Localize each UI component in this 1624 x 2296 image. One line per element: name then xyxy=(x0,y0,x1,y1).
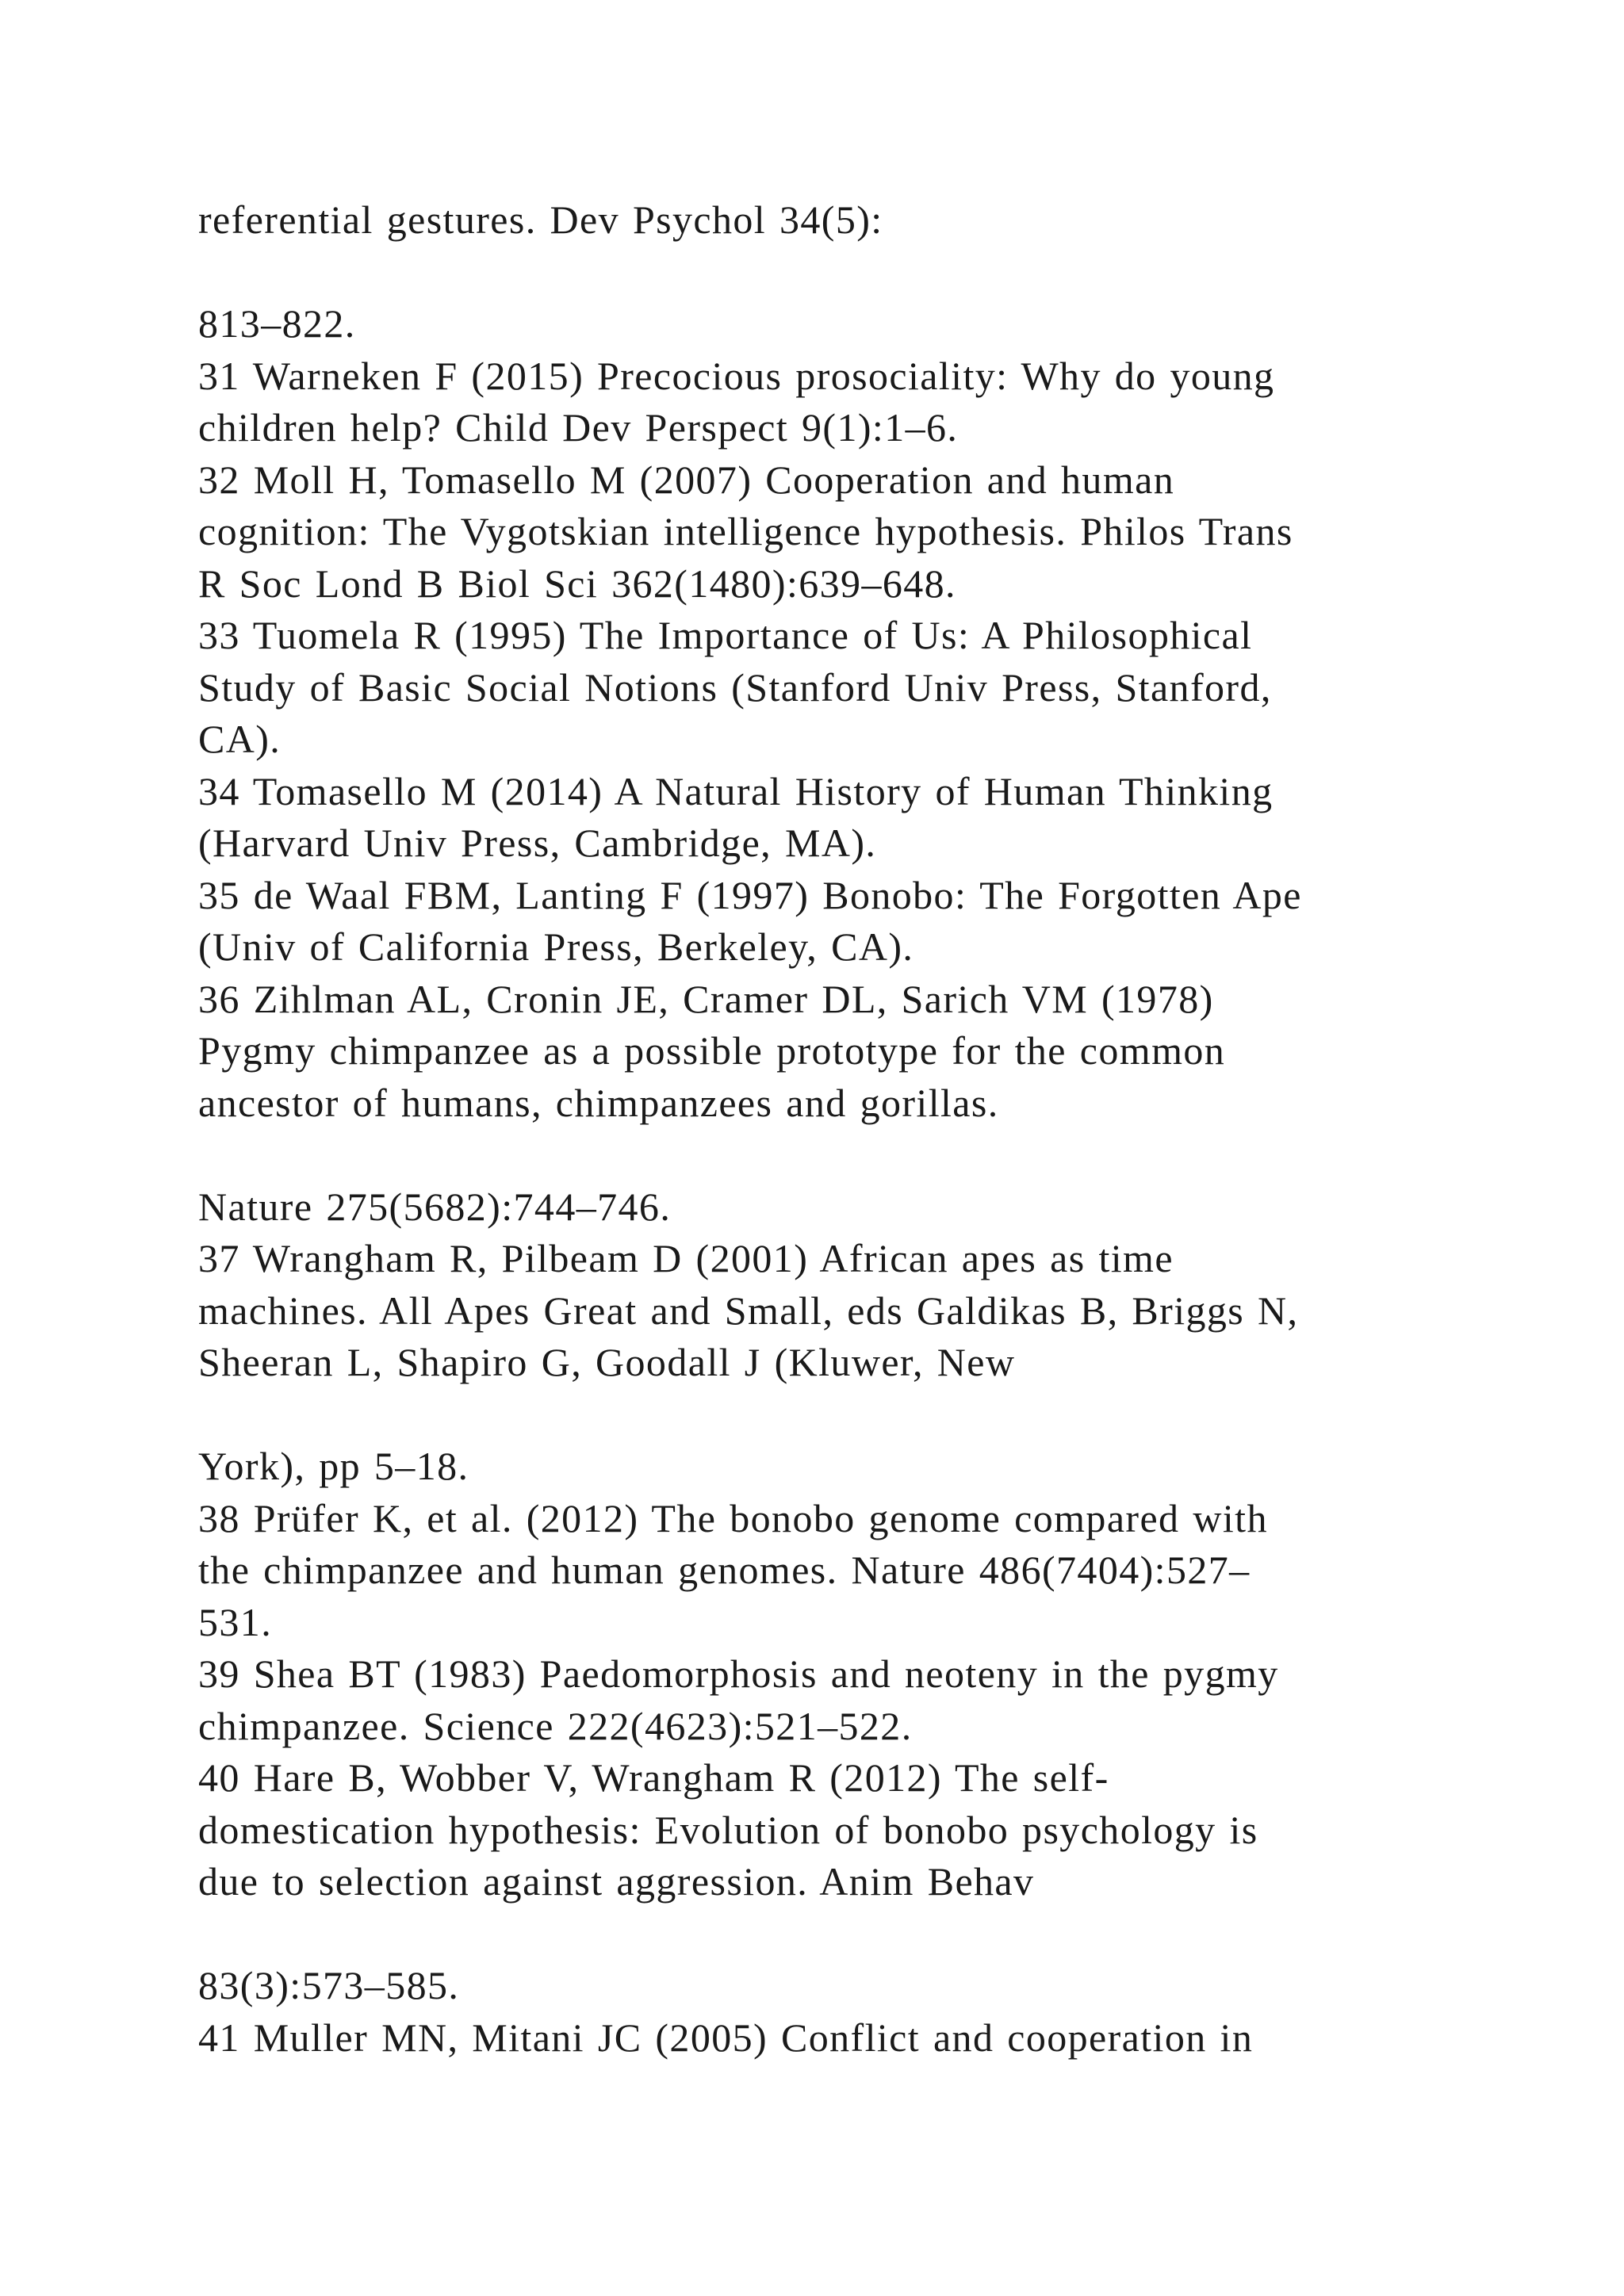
text-line: 813–822. xyxy=(198,301,356,346)
text-line: referential gestures. Dev Psychol 34(5): xyxy=(198,197,883,242)
text-line: Sheeran L, Shapiro G, Goodall J (Kluwer, New xyxy=(198,1340,1016,1384)
reference-36-line: 36 Zihlman AL, Cronin JE, Cramer DL, Sarich VM (1978) xyxy=(198,976,1214,1021)
text-line: Nature 275(5682):744–746. xyxy=(198,1184,672,1229)
reference-31-line: 31 Warneken F (2015) Precocious prosociality: Why do young xyxy=(198,353,1275,398)
text-line: children help? Child Dev Perspect 9(1):1–6. xyxy=(198,405,959,450)
reference-33-line: 33 Tuomela R (1995) The Importance of Us: A Philosophical xyxy=(198,613,1253,657)
reference-32-line: 32 Moll H, Tomasello M (2007) Cooperation and human xyxy=(198,457,1175,502)
reference-37-line: 37 Wrangham R, Pilbeam D (2001) African apes as time xyxy=(198,1236,1174,1280)
reference-40-line: 40 Hare B, Wobber V, Wrangham R (2012) The self- xyxy=(198,1755,1109,1800)
text-line: the chimpanzee and human genomes. Nature 486(7404):527– xyxy=(198,1548,1251,1592)
text-line: York), pp 5–18. xyxy=(198,1444,469,1488)
text-line: R Soc Lond B Biol Sci 362(1480):639–648. xyxy=(198,561,956,606)
blank-line xyxy=(198,1389,1562,1441)
text-line: due to selection against aggression. Anim Behav xyxy=(198,1859,1035,1904)
text-line: 83(3):573–585. xyxy=(198,1963,460,2007)
text-line: Pygmy chimpanzee as a possible prototype for the common xyxy=(198,1028,1226,1073)
blank-line xyxy=(198,1908,1562,1961)
blank-line xyxy=(198,247,1562,299)
text-line: CA). xyxy=(198,717,282,761)
text-line: cognition: The Vygotskian intelligence hypothesis. Philos Trans xyxy=(198,509,1293,553)
text-line: 531. xyxy=(198,1599,273,1644)
reference-38-line: 38 Prüfer K, et al. (2012) The bonobo genome compared with xyxy=(198,1495,1268,1540)
text-line: ancestor of humans, chimpanzees and gorillas. xyxy=(198,1080,999,1125)
reference-35-line: 35 de Waal FBM, Lanting F (1997) Bonobo: The Forgotten Ape xyxy=(198,872,1302,917)
reference-34-line: 34 Tomasello M (2014) A Natural History of Human Thinking xyxy=(198,768,1274,813)
reference-39-line: 39 Shea BT (1983) Paedomorphosis and neoteny in the pygmy xyxy=(198,1651,1279,1696)
blank-line xyxy=(198,1129,1562,1181)
text-line: (Univ of California Press, Berkeley, CA). xyxy=(198,924,914,969)
text-line: (Harvard Univ Press, Cambridge, MA). xyxy=(198,821,877,865)
reference-41-line: 41 Muller MN, Mitani JC (2005) Conflict and cooperation in xyxy=(198,2015,1254,2060)
text-line: chimpanzee. Science 222(4623):521–522. xyxy=(198,1703,913,1748)
text-line: machines. All Apes Great and Small, eds Galdikas B, Briggs N, xyxy=(198,1288,1299,1333)
text-line: domestication hypothesis: Evolution of bonobo psychology is xyxy=(198,1807,1258,1852)
reference-list-page xyxy=(198,194,1562,2064)
text-line: Study of Basic Social Notions (Stanford Univ Press, Stanford, xyxy=(198,664,1272,710)
